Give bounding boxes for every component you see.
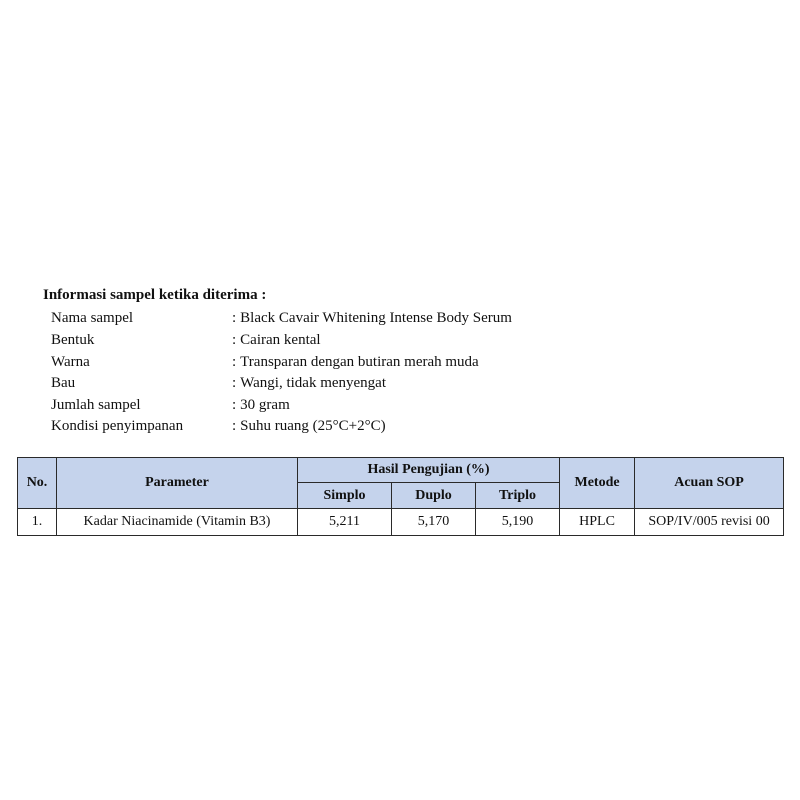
info-label: Kondisi penyimpanan [51,418,184,434]
cell-duplo: 5,170 [392,509,476,536]
sample-info-title: Informasi sampel ketika diterima : [43,287,267,303]
header-simplo: Simplo [298,483,392,509]
info-label: Warna [51,354,90,370]
cell-no: 1. [18,509,57,536]
info-value: Suhu ruang (25°C+2°C) [240,418,386,434]
table-row [18,509,784,536]
header-metode: Metode [560,458,635,509]
header-acuan-sop: Acuan SOP [635,458,784,509]
info-value: Black Cavair Whitening Intense Body Serum [240,310,512,326]
header-duplo: Duplo [392,483,476,509]
header-triplo: Triplo [476,483,560,509]
header-parameter: Parameter [57,458,298,509]
cell-metode: HPLC [560,509,635,536]
cell-parameter: Kadar Niacinamide (Vitamin B3) [57,509,298,536]
table-header-row [18,458,784,483]
info-label: Nama sampel [51,310,134,326]
header-hasil-pengujian: Hasil Pengujian (%) [298,458,560,483]
info-label: Bau [51,375,76,391]
info-value: Cairan kental [240,332,321,348]
cell-triplo: 5,190 [476,509,560,536]
info-value: Wangi, tidak menyengat [240,375,387,391]
info-value: 30 gram [240,397,290,413]
results-table [17,457,784,536]
header-no: No. [18,458,57,509]
info-label: Jumlah sampel [51,397,141,413]
info-label: Bentuk [51,332,95,348]
cell-simplo: 5,211 [298,509,392,536]
cell-acuan-sop: SOP/IV/005 revisi 00 [635,509,784,536]
info-value: Transparan dengan butiran merah muda [240,354,479,370]
